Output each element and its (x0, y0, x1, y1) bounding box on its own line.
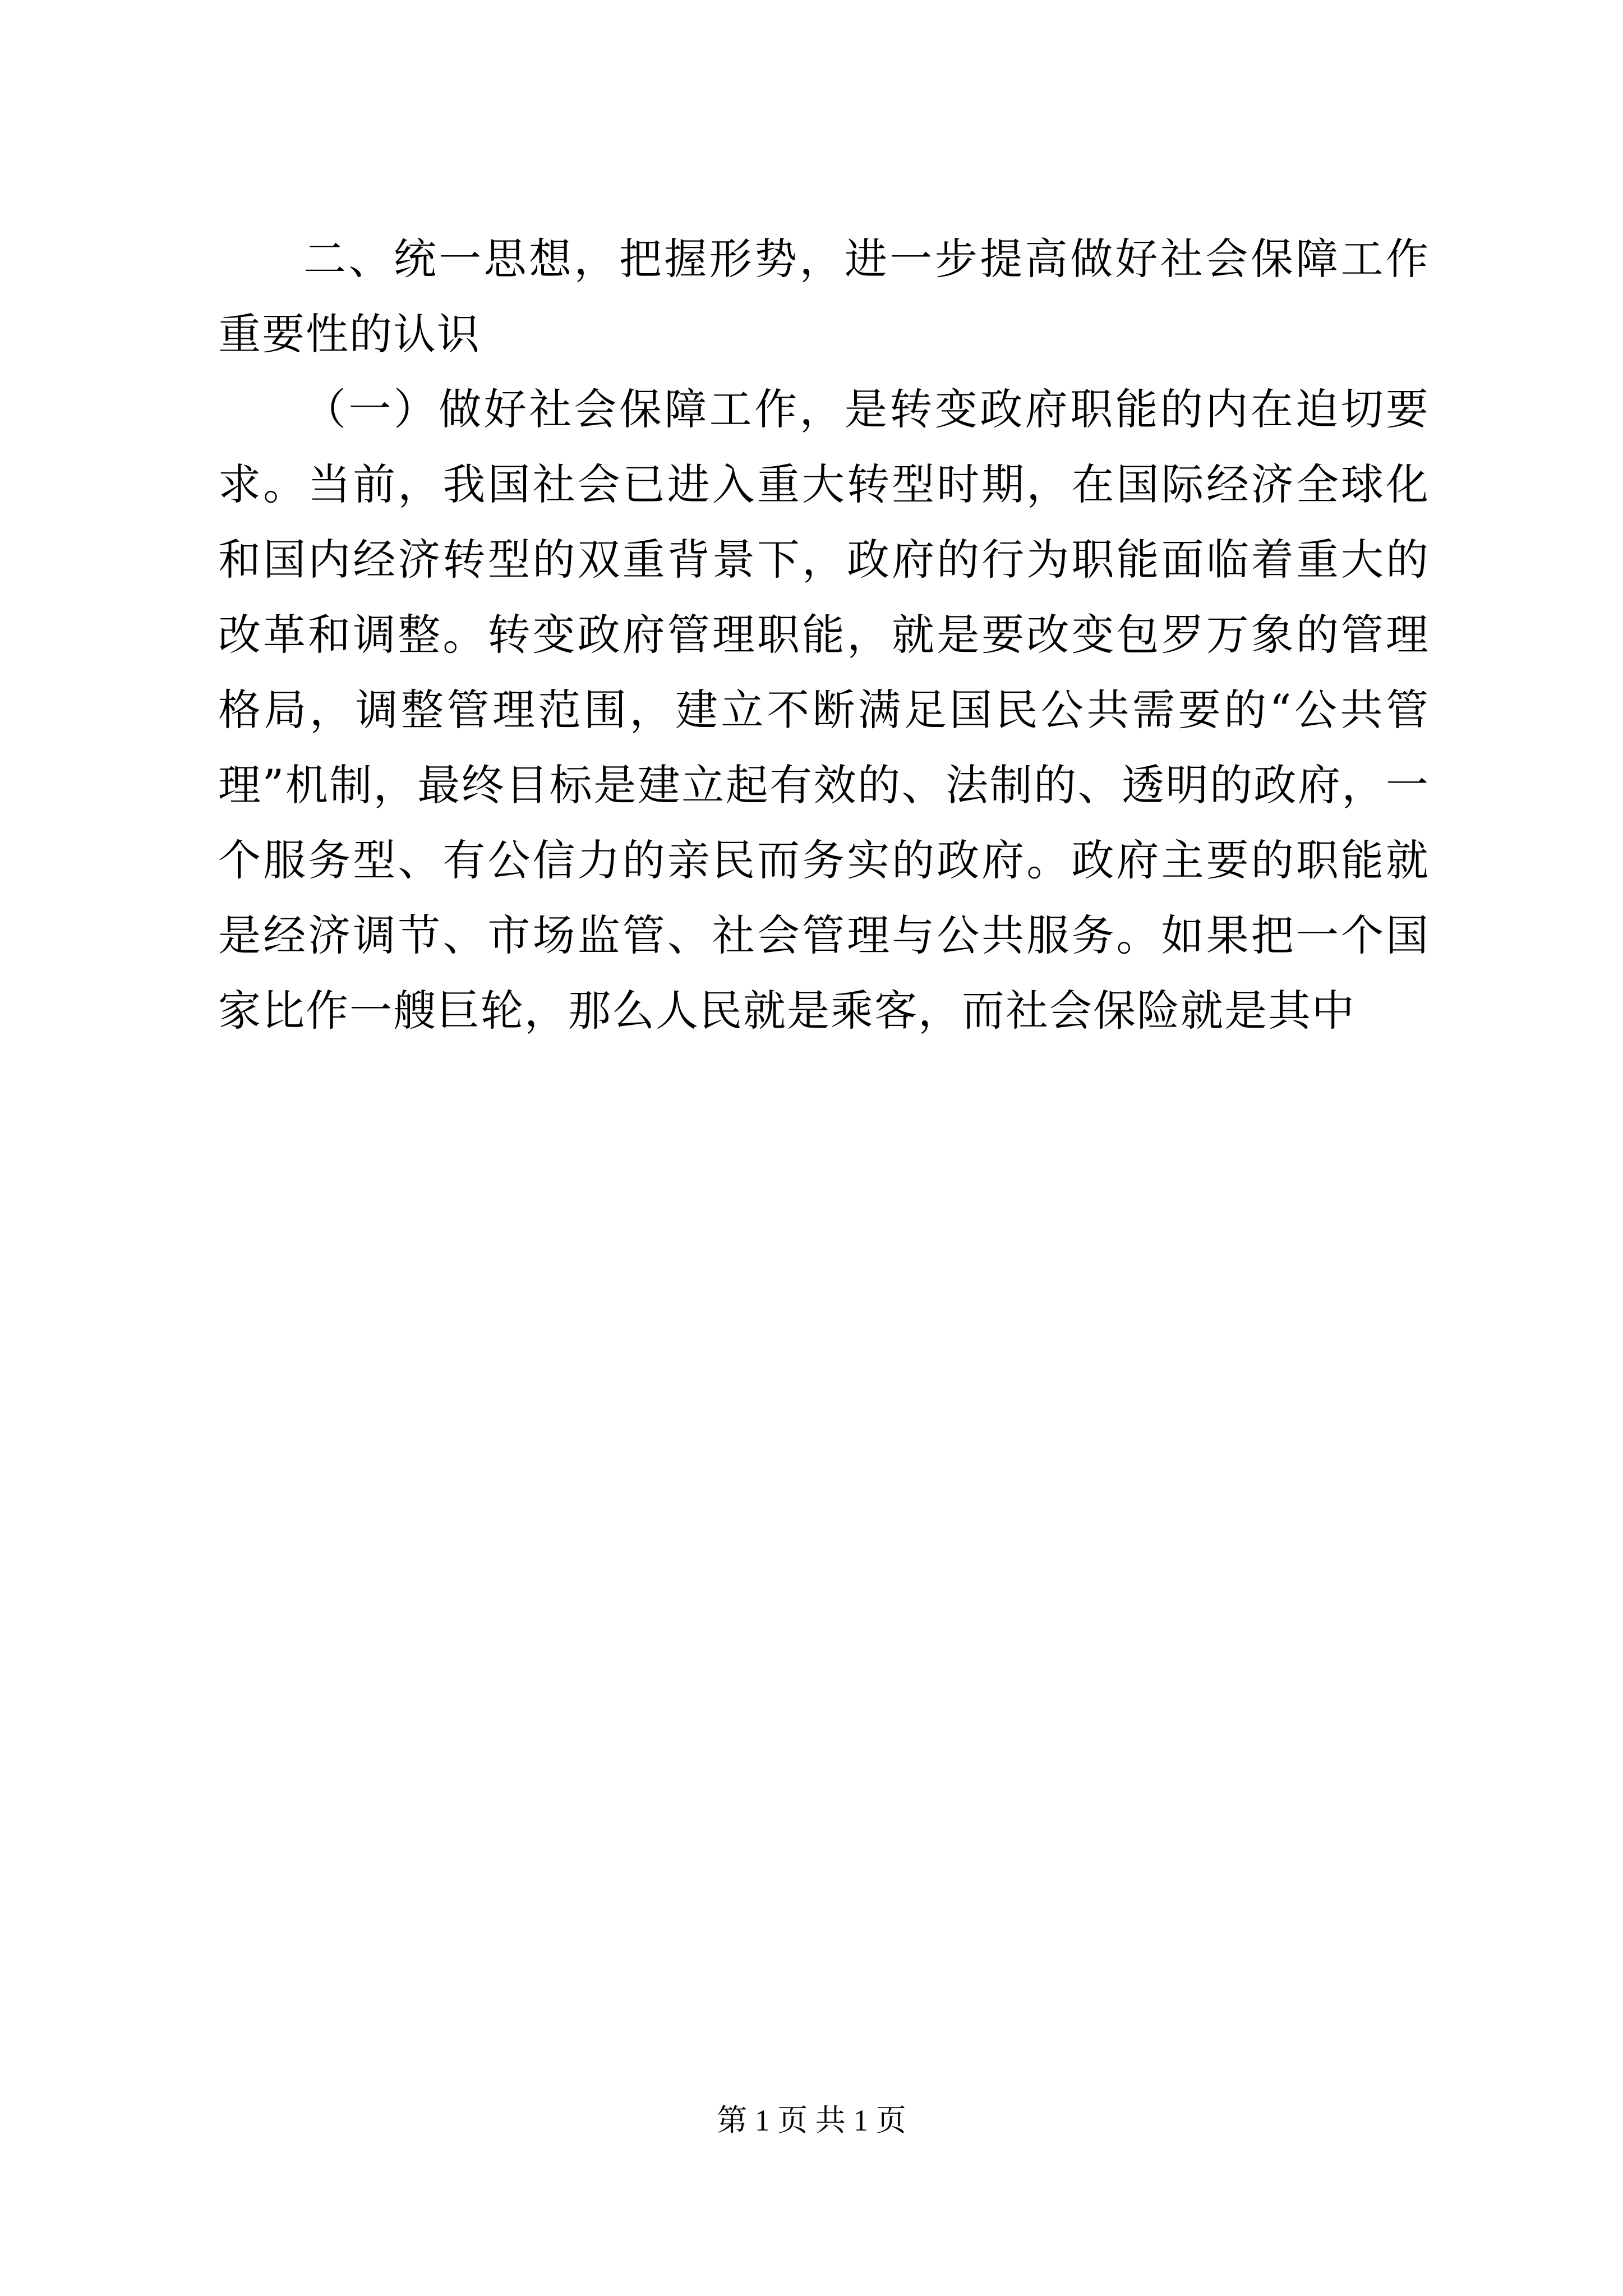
section-heading: 二、统一思想，把握形势，进一步提高做好社会保障工作重要性的认识 (218, 234, 1430, 359)
body-paragraph: （一）做好社会保障工作，是转变政府职能的内在迫切要求。当前，我国社会已进入重大转型时期，在国际经济全球化和国内经济转型的双重背景下，政府的行为职能面临着重大的改革和调整。转变政府管理职能，就是要改变包罗万象的管理格局，调整管理范围，建立不断满足国民公共需要的“公共管理”机制，最终目标是建立起有效的、法制的、透明的政府，一个服务型、有公信力的亲民而务实的政府。政府主要的职能就是经济调节、市场监管、社会管理与公共服务。如果把一个国家比作一艘巨轮，那么人民就是乘客，而社会保险就是其中 (218, 384, 1430, 1036)
document-body (218, 222, 1430, 1048)
page-footer: 第 1 页 共 1 页 (717, 2104, 906, 2137)
